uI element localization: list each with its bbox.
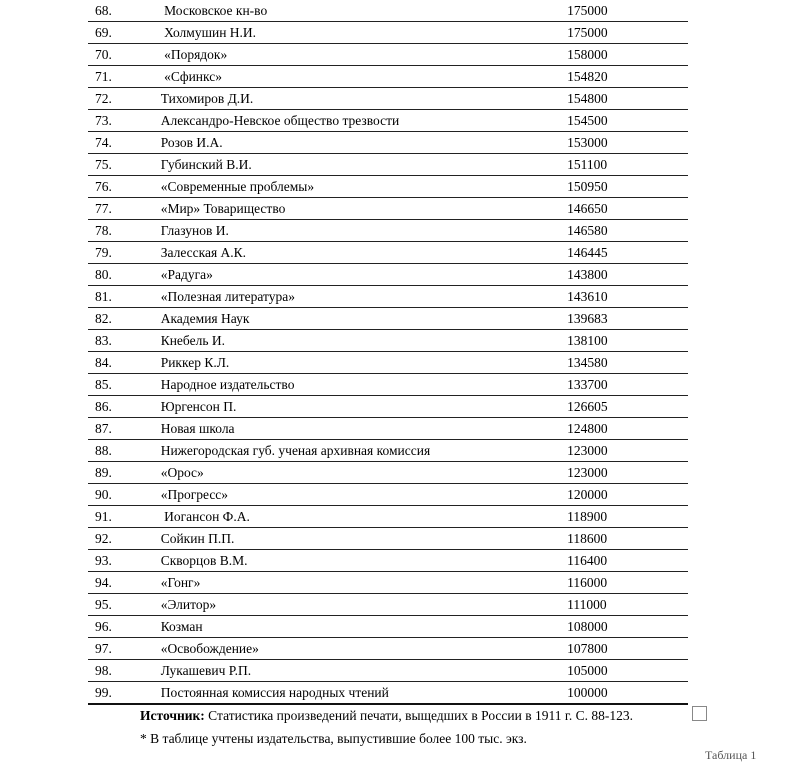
publisher-name: [161, 220, 567, 242]
publisher-name-text: Губинский В.И.: [160, 157, 252, 172]
publisher-name: [161, 594, 567, 616]
publisher-name: [161, 22, 567, 44]
publisher-name-text: Иогансон Ф.А.: [160, 509, 250, 524]
publisher-name-text: Скворцов В.М.: [160, 553, 248, 568]
copies-value: 116000: [567, 572, 688, 594]
table-row: [88, 638, 688, 660]
table-row: [88, 396, 688, 418]
publisher-name: [161, 176, 567, 198]
table-row: [88, 330, 688, 352]
publisher-name: [161, 616, 567, 638]
copies-value: 133700: [567, 374, 688, 396]
copies-value: 146580: [567, 220, 688, 242]
copies-value: 146650: [567, 198, 688, 220]
table-row: [88, 682, 688, 705]
row-number: 98.: [88, 660, 161, 682]
publisher-name-text: «Порядок»: [160, 47, 228, 62]
source-label: Источник:: [140, 708, 205, 723]
publisher-name-text: «Прогресс»: [160, 487, 229, 502]
publisher-name-text: Лукашевич Р.П.: [160, 663, 252, 678]
publisher-name: [161, 242, 567, 264]
table-row: [88, 110, 688, 132]
copies-value: 150950: [567, 176, 688, 198]
publisher-name-text: Московское кн-во: [160, 3, 268, 18]
row-number: 87.: [88, 418, 161, 440]
publisher-name-text: «Радуга»: [160, 267, 213, 282]
publisher-name-text: Академия Наук: [160, 311, 250, 326]
publisher-name: [161, 462, 567, 484]
table-row: [88, 264, 688, 286]
publisher-name: [161, 198, 567, 220]
publisher-name-text: Сойкин П.П.: [160, 531, 235, 546]
table-row: [88, 198, 688, 220]
publisher-name-text: Тихомиров Д.И.: [160, 91, 254, 106]
row-number: 94.: [88, 572, 161, 594]
publisher-name-text: «Мир» Товарищество: [160, 201, 286, 216]
copies-value: 100000: [567, 682, 688, 705]
copies-value: 143610: [567, 286, 688, 308]
table-row: [88, 660, 688, 682]
copies-value: 158000: [567, 44, 688, 66]
row-number: 77.: [88, 198, 161, 220]
copies-value: 154800: [567, 88, 688, 110]
publisher-name: [161, 660, 567, 682]
table-row: [88, 616, 688, 638]
publisher-name: [161, 440, 567, 462]
source-note: [140, 708, 633, 724]
publisher-name: [161, 110, 567, 132]
row-number: 82.: [88, 308, 161, 330]
publisher-name: [161, 550, 567, 572]
row-number: 89.: [88, 462, 161, 484]
publisher-name-text: Александро-Невское общество трезвости: [160, 113, 400, 128]
table-row: [88, 462, 688, 484]
row-number: 83.: [88, 330, 161, 352]
publisher-name: [161, 374, 567, 396]
copies-value: 146445: [567, 242, 688, 264]
copies-value: 138100: [567, 330, 688, 352]
publisher-name-text: Нижегородская губ. ученая архивная комиссия: [160, 443, 431, 458]
table-row: [88, 594, 688, 616]
copies-value: 123000: [567, 462, 688, 484]
publisher-name-text: Залесская А.К.: [160, 245, 247, 260]
publisher-name: [161, 154, 567, 176]
publisher-name: [161, 352, 567, 374]
copies-value: 143800: [567, 264, 688, 286]
publisher-name: [161, 396, 567, 418]
copies-value: 126605: [567, 396, 688, 418]
table-row: [88, 506, 688, 528]
publisher-name-text: «Гонг»: [160, 575, 201, 590]
table-row: [88, 220, 688, 242]
publisher-name: [161, 484, 567, 506]
table-row: [88, 352, 688, 374]
copies-value: 120000: [567, 484, 688, 506]
row-number: 85.: [88, 374, 161, 396]
copies-value: 154820: [567, 66, 688, 88]
publisher-name: [161, 88, 567, 110]
publisher-name: [161, 572, 567, 594]
row-number: 86.: [88, 396, 161, 418]
publishers-table: [88, 0, 688, 705]
publisher-name-text: «Орос»: [160, 465, 204, 480]
table-row: [88, 132, 688, 154]
table-row: [88, 88, 688, 110]
copies-value: 175000: [567, 0, 688, 22]
row-number: 76.: [88, 176, 161, 198]
copies-value: 123000: [567, 440, 688, 462]
table-row: [88, 484, 688, 506]
table-row: [88, 154, 688, 176]
publisher-name: [161, 132, 567, 154]
row-number: 74.: [88, 132, 161, 154]
publisher-name-text: Розов И.А.: [160, 135, 223, 150]
table-row: [88, 528, 688, 550]
copies-value: 154500: [567, 110, 688, 132]
copies-value: 153000: [567, 132, 688, 154]
publisher-name: [161, 418, 567, 440]
publisher-name-text: «Освобождение»: [160, 641, 259, 656]
publisher-name: [161, 506, 567, 528]
publisher-name-text: Юргенсон П.: [160, 399, 237, 414]
publisher-name-text: «Сфинкс»: [160, 69, 222, 84]
publisher-name-text: Холмушин Н.И.: [160, 25, 257, 40]
row-number: 75.: [88, 154, 161, 176]
publisher-name-text: Постоянная комиссия народных чтений: [160, 685, 389, 700]
cut-off-caption: Таблица 1: [705, 748, 757, 762]
row-number: 99.: [88, 682, 161, 705]
row-number: 97.: [88, 638, 161, 660]
publisher-name: [161, 682, 567, 705]
copies-value: 107800: [567, 638, 688, 660]
row-number: 95.: [88, 594, 161, 616]
row-number: 72.: [88, 88, 161, 110]
publisher-name: [161, 528, 567, 550]
row-number: 96.: [88, 616, 161, 638]
table-row: [88, 286, 688, 308]
copies-value: 151100: [567, 154, 688, 176]
table-row: [88, 176, 688, 198]
copies-value: 116400: [567, 550, 688, 572]
publisher-name-text: «Полезная литература»: [160, 289, 296, 304]
copies-value: 105000: [567, 660, 688, 682]
row-number: 70.: [88, 44, 161, 66]
copies-value: 108000: [567, 616, 688, 638]
publisher-name-text: Новая школа: [160, 421, 235, 436]
copies-value: 111000: [567, 594, 688, 616]
row-number: 88.: [88, 440, 161, 462]
table-row: [88, 22, 688, 44]
row-number: 79.: [88, 242, 161, 264]
row-number: 93.: [88, 550, 161, 572]
row-number: 78.: [88, 220, 161, 242]
source-text: Статистика произведений печати, выщедших в России в 1911 г. С. 88-123.: [204, 708, 633, 723]
table-row: [88, 44, 688, 66]
row-number: 91.: [88, 506, 161, 528]
publisher-name: [161, 0, 567, 22]
publisher-name-text: Глазунов И.: [160, 223, 229, 238]
table-row: [88, 242, 688, 264]
publishers-table-body: [88, 0, 688, 704]
publisher-name: [161, 638, 567, 660]
copies-value: 118600: [567, 528, 688, 550]
row-number: 68.: [88, 0, 161, 22]
publisher-name: [161, 264, 567, 286]
row-number: 90.: [88, 484, 161, 506]
publisher-name-text: «Современные проблемы»: [160, 179, 315, 194]
row-number: 80.: [88, 264, 161, 286]
publisher-name: [161, 286, 567, 308]
publisher-name-text: Народное издательство: [160, 377, 295, 392]
row-number: 81.: [88, 286, 161, 308]
copies-value: 124800: [567, 418, 688, 440]
publisher-name-text: «Элитор»: [160, 597, 217, 612]
layout-anchor-box[interactable]: [692, 706, 707, 721]
table-row: [88, 0, 688, 22]
table-row: [88, 418, 688, 440]
copies-value: 134580: [567, 352, 688, 374]
table-row: [88, 572, 688, 594]
publisher-name: [161, 66, 567, 88]
row-number: 71.: [88, 66, 161, 88]
copies-value: 118900: [567, 506, 688, 528]
publisher-name-text: Козман: [160, 619, 203, 634]
row-number: 84.: [88, 352, 161, 374]
publisher-name: [161, 308, 567, 330]
publisher-name-text: Кнебель И.: [160, 333, 225, 348]
publisher-name-text: Риккер К.Л.: [160, 355, 230, 370]
copies-value: 175000: [567, 22, 688, 44]
publisher-name: [161, 44, 567, 66]
footnote: * В таблице учтены издательства, выпустившие более 100 тыс. экз.: [140, 731, 527, 746]
publisher-name: [161, 330, 567, 352]
copies-value: 139683: [567, 308, 688, 330]
table-row: [88, 550, 688, 572]
table-row: [88, 66, 688, 88]
table-row: [88, 308, 688, 330]
row-number: 92.: [88, 528, 161, 550]
table-row: [88, 440, 688, 462]
table-row: [88, 374, 688, 396]
row-number: 73.: [88, 110, 161, 132]
row-number: 69.: [88, 22, 161, 44]
